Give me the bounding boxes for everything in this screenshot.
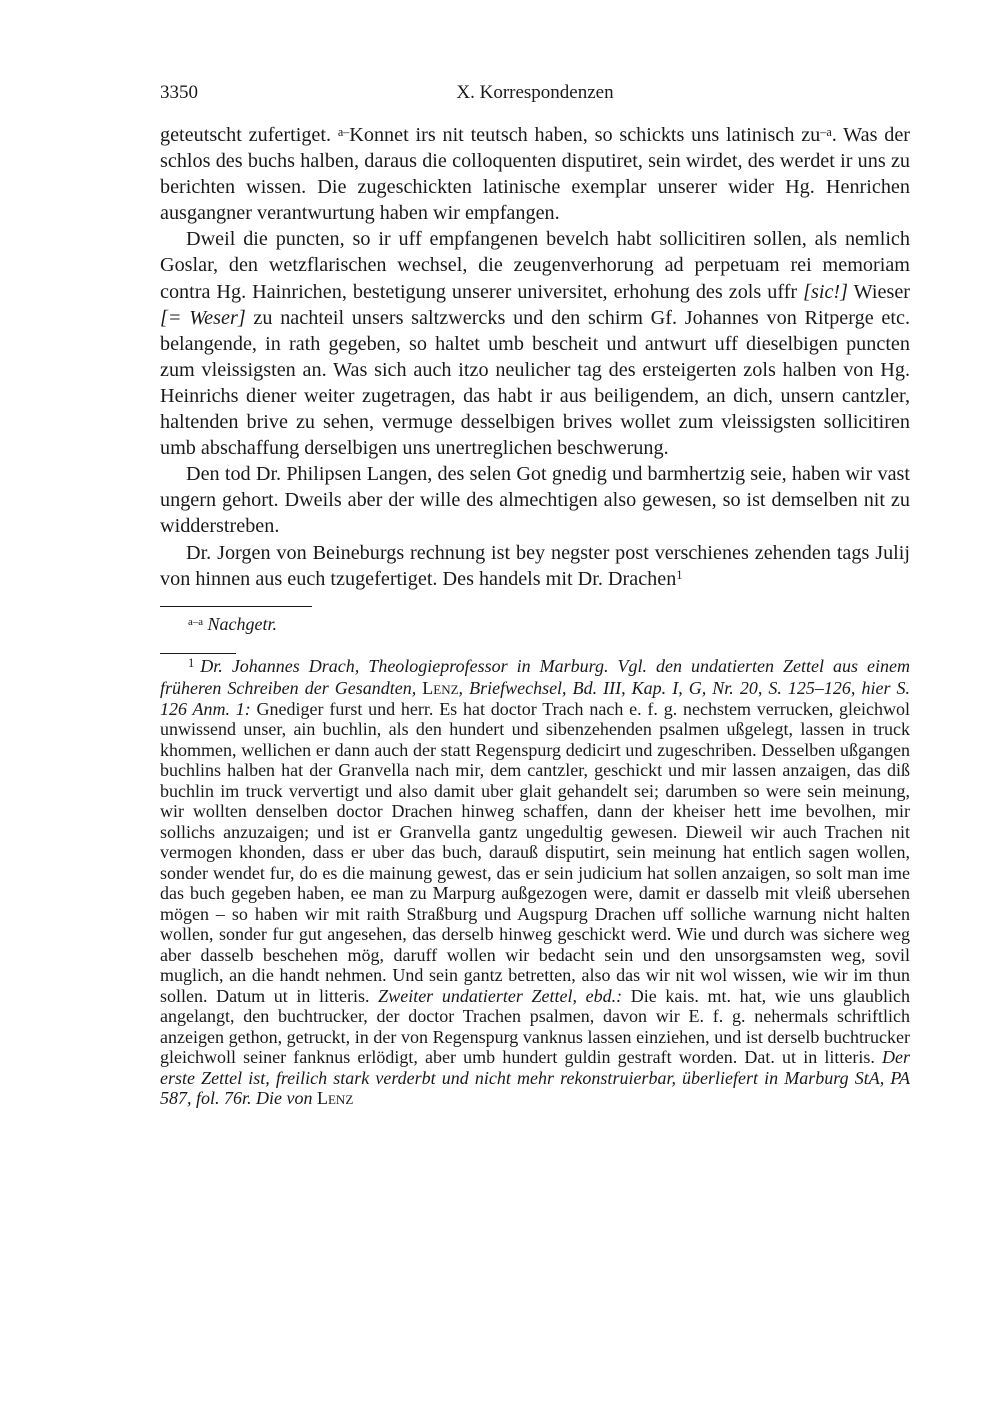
footnote-italic: Zweiter undatierter Zettel, ebd.: — [369, 985, 623, 1006]
apparatus-divider — [160, 606, 312, 607]
apparatus-note — [188, 612, 910, 636]
editorial-sic: [sic!] — [803, 280, 849, 303]
footnote-italic: Dr. Johannes Drach, Theologieprofessor in Marburg. Vgl. den undatierten Zettel aus einem früheren Schreiben der Gesandten, — [160, 655, 910, 699]
apparatus-mark-close: –a — [820, 124, 832, 139]
text-run: Konnet irs nit teutsch haben, so schickts uns latinisch zu — [349, 124, 821, 146]
author-name: Lenz — [422, 678, 459, 699]
footnote-quote: Die kais. mt. hat, wie uns glaublich angelangt, den buchtrucker, der doctor Trachen psalmen, davon wir E. f. g. nehermals schriftlich anzeigen gethon, getruckt, in der von Regenspurg vanknus lassen einziehen, und ist derselb buchtrucker gleichwoll seiner fanknus erlödigt, aber umb hundert guldin gestraft worden. Dat. ut in litteris. — [160, 985, 911, 1068]
text-run: . Was der schlos des buchs halben, daraus die colloquenten disputiret, sein wirdet, des werdet ir uns zu berichten wissen. Die zugeschickten latinische exemplar unserer wider Hg. Henrichen ausgangner verantwurtung haben wir empfangen. — [160, 124, 911, 225]
footnote-italic: , Briefwechsel, Bd. III, Kap. I, G, Nr. 20, S. 125–126, hier S. 126 Anm. 1: — [160, 678, 910, 719]
page — [160, 82, 910, 1109]
footnote-1 — [160, 656, 910, 1109]
text-run: Wieser — [848, 280, 910, 303]
paragraph-1 — [160, 122, 910, 226]
page-number: 3350 — [160, 82, 198, 103]
footnote-divider — [160, 653, 236, 654]
footnote-number: 1 — [188, 655, 195, 670]
apparatus-mark-open: a– — [337, 124, 350, 139]
paragraph-3: Den tod Dr. Philipsen Langen, des selen Got gnedig und barmhertzig seie, haben wir vast ungern gehort. Dweils aber der wille des almechtigen also gewesen, so ist demselben nit zu widderstreben. — [160, 463, 910, 538]
text-run: Dweil die puncten, so ir uff empfangenen bevelch habt sollicitiren sollen, als nemlich Goslar, den wetzflarischen wechsel, die zeugenverhorung ad perpetuam rei memoriam contra Hg. Hainrichen, bestetigung unserer universitet, erhohung des zols uffr — [160, 228, 910, 303]
text-run: geteutscht zufertiget. — [160, 124, 338, 146]
main-text — [160, 122, 910, 592]
author-name: Lenz — [317, 1088, 354, 1109]
footnote-reference[interactable]: 1 — [676, 568, 683, 583]
running-title: X. Korrespondenzen — [456, 82, 614, 103]
footnote-italic: Der erste Zettel ist, freilich stark verderbt und nicht mehr rekonstruierbar, überliefert in Marburg StA, PA 587, fol. 76r. Die von — [160, 1047, 910, 1109]
text-run: Dr. Jorgen von Beineburgs rechnung ist bey negster post verschienes zehenden tags Julij von hinnen aus euch tzugefertiget. Des handels mit Dr. Drachen — [160, 541, 910, 590]
paragraph-4 — [160, 540, 910, 592]
editorial-gloss: [= Weser] — [160, 306, 246, 329]
footnote-quote: Gnediger furst und herr. Es hat doctor Trach nach e. f. g. nechstem verrucken, gleichwol unwissend unser, ain buchlin, als den hundert und sibenzehenden psalmen ußgelegt, lassen in truck khommen, wellichen er dann auch der statt Regenspurg dedicirt und zugeschriben. Desselben ußgangen buchlins halben hat der Granvella nach mir, dem cantzler, geschickt und mir lassen anzaigen, das diß buchlin im truck ververtigt und also damit uber glait gehandelt sei; darumben so were sein meinung, wir wollten denselben doctor Drachen hinweg schaffen, dann der kheiser hett ime bevolhen, mir sollichs anzuzaigen; und ist er Granvella gantz ungedultig gewesen. Dieweil wir auch Trachen nit vermogen khonden, dass er uber das buch, darauß disputirt, sein meinung hat entlich sagen wollen, sonder wendet fur, do es die mainung gewest, das er sein judicium hat sollen anzaigen, so solt man ime das buch gegeben haben, ee man zu Marpurg außgezogen were, damit er dasselb mit vleiß ubersehen mögen – so haben wir mit raith Straßburg und Augspurg Drachen uff solliche warnung nicht halten wollen, sonder fur gut angesehen, das derselb hinweg geschickt werd. Wie und durch was sichere weg aber dasselb beschehen mög, daruff wollen wir bedacht sein und den unsorgsamsten weg, sovil muglich, an die handt nehmen. Und sein gantz betretten, also das wir nit wol wissen, wie wir im thun sollen. Datum ut in litteris. — [160, 698, 910, 1006]
paragraph-2 — [160, 226, 910, 461]
apparatus-mark: a–a — [188, 615, 203, 628]
running-head — [160, 82, 910, 108]
text-run: zu nachteil unsers saltzwercks und den schirm Gf. Johannes von Ritperge etc. belangende, in rath gegeben, so haltet umb bescheit und antwurt uff dieselbigen puncten zum vleissigsten an. Was sich auch itzo neulicher tag des ersteigerten zols halben von Hg. Heinrichs diener weiter zugetragen, das habt ir aus beiligendem, an dich, unsern cantzler, haltenden brive zu sehen, vermuge desselbigen brives wollet zum vleissigsten sollicitiren umb abschaffung derselbigen uns unertreglichen beschwerung. — [160, 306, 910, 460]
apparatus-text: Nachgetr. — [207, 613, 277, 634]
